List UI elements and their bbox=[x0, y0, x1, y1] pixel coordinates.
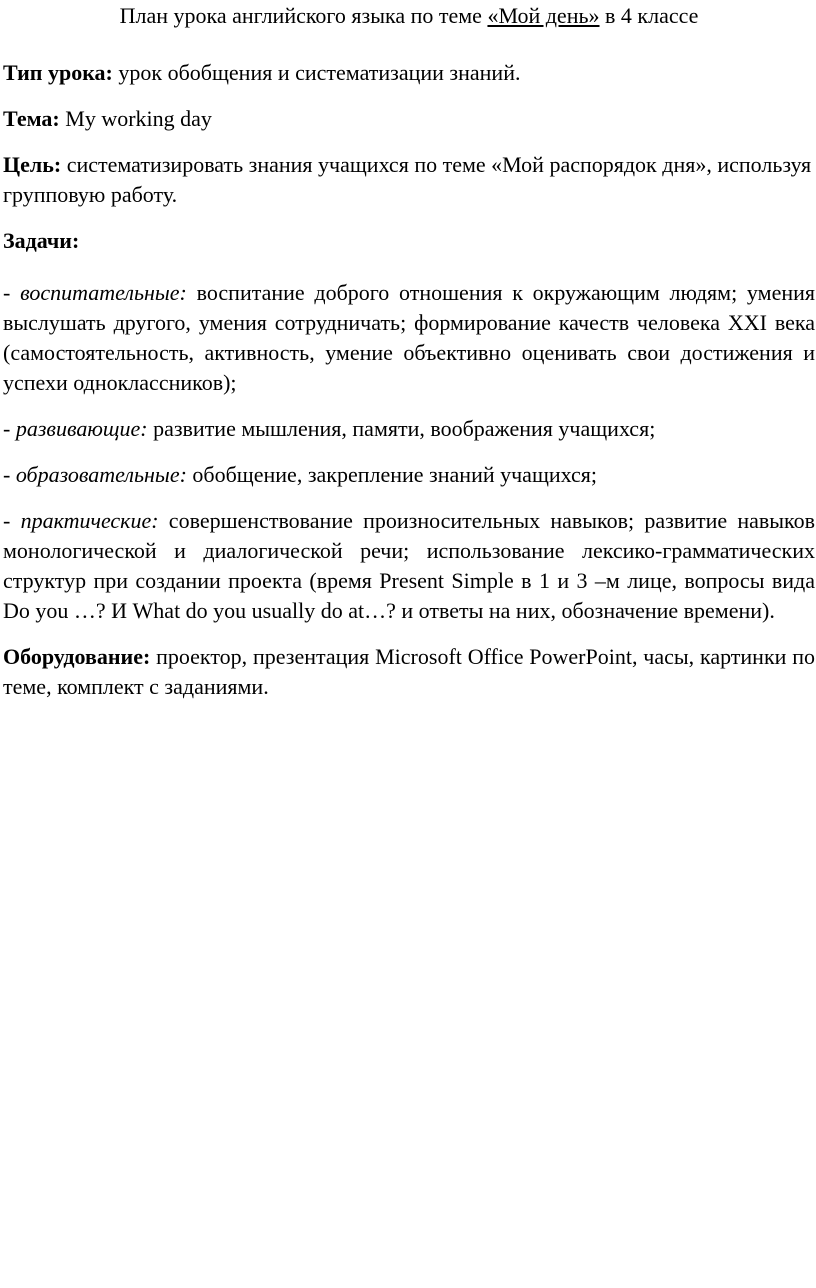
task-dash: - bbox=[3, 462, 16, 487]
title-topic: «Мой день» bbox=[487, 3, 600, 28]
title-suffix: в 4 классе bbox=[599, 3, 699, 28]
goal-line bbox=[3, 150, 815, 210]
task-type: практические: bbox=[20, 508, 159, 533]
task-text: развитие мышления, памяти, воображения учащихся; bbox=[147, 416, 656, 441]
task-text: совершенствование произносительных навыков; развитие навыков монологической и диалогической речи; использование лексико-грамматических структур при создании проекта (время Present Simple в 1 и 3 –м лице, вопросы вида Do you …? И What do you usually do at…? и ответы на них, обозначение времени). bbox=[3, 508, 816, 623]
task-item-practical bbox=[3, 506, 815, 626]
task-type: образовательные: bbox=[15, 462, 187, 487]
topic-value: My working day bbox=[59, 106, 212, 131]
equipment-label: Оборудование: bbox=[3, 644, 151, 669]
lesson-type-line bbox=[3, 58, 815, 88]
goal-label: Цель: bbox=[3, 152, 62, 177]
task-text: обобщение, закрепление знаний учащихся; bbox=[186, 462, 598, 487]
task-type: воспитательные: bbox=[20, 280, 187, 305]
task-text: воспитание доброго отношения к окружающим людям; умения выслушать другого, умения сотрудничать; формирование качеств человека XXI века (самостоятельность, активность, умение объективно оценивать свои достижения и успехи одноклассников); bbox=[3, 280, 815, 395]
title-prefix: План урока английского языка по теме bbox=[119, 3, 488, 28]
equipment-line bbox=[3, 642, 815, 702]
task-item-upbringing bbox=[3, 278, 815, 398]
task-item-educational bbox=[3, 460, 815, 490]
topic-line bbox=[3, 104, 815, 134]
document-title bbox=[3, 4, 815, 28]
task-item-developing bbox=[3, 414, 815, 444]
task-dash: - bbox=[3, 508, 21, 533]
tasks-heading: Задачи: bbox=[3, 228, 80, 253]
task-dash: - bbox=[3, 416, 16, 441]
lesson-type-label: Тип урока: bbox=[3, 60, 113, 85]
equipment-value: проектор, презентация Microsoft Office PowerPoint, часы, картинки по теме, комплект с заданиями. bbox=[3, 644, 815, 699]
lesson-type-value: урок обобщения и систематизации знаний. bbox=[112, 60, 521, 85]
task-dash: - bbox=[3, 280, 21, 305]
goal-value: систематизировать знания учащихся по теме «Мой распорядок дня», используя групповую работу. bbox=[3, 152, 812, 207]
task-type: развивающие: bbox=[15, 416, 148, 441]
topic-label: Тема: bbox=[3, 106, 60, 131]
